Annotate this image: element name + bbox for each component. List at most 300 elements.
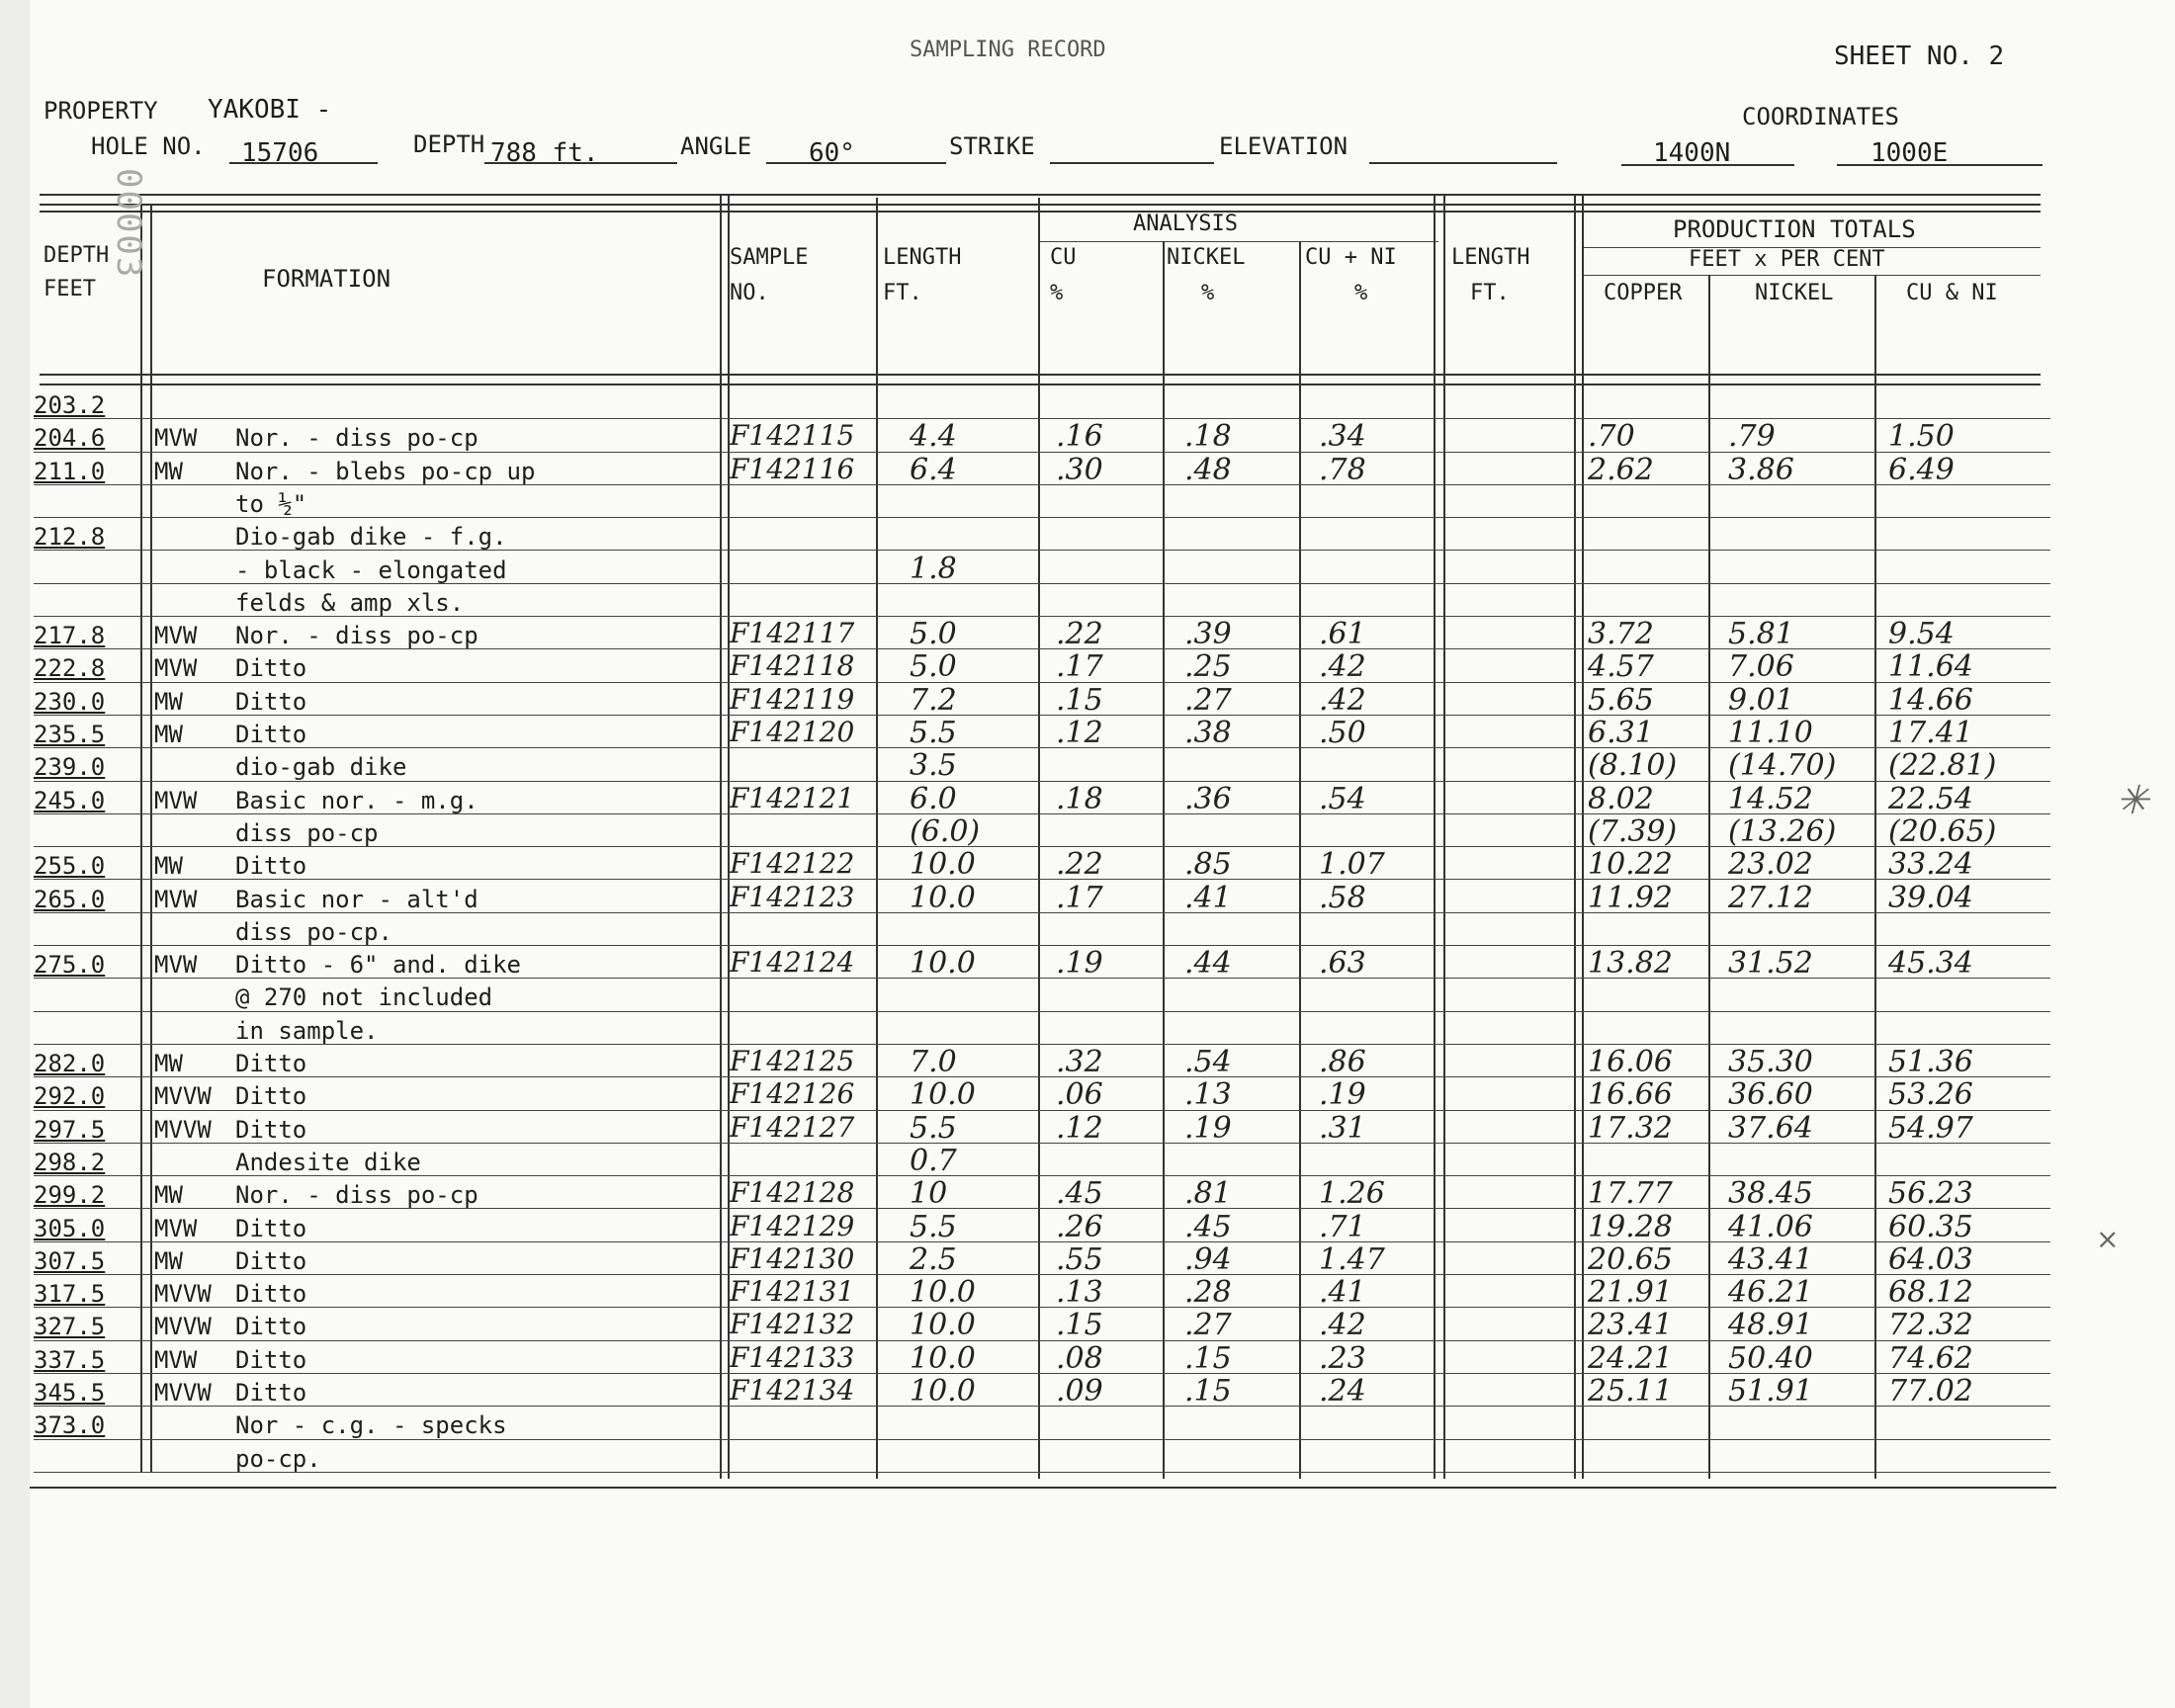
formation-cell: Andesite dike — [235, 1148, 421, 1176]
prod-copper-cell: 23.41 — [1588, 1308, 1673, 1343]
margin-mark-x: × — [2096, 1223, 2120, 1255]
length-cell: 10.0 — [910, 880, 976, 915]
sample-cell: F142118 — [730, 649, 855, 683]
col-analysis: ANALYSIS — [1133, 212, 1238, 236]
prod-nickel-cell: 50.40 — [1728, 1340, 1813, 1376]
col-sample-no: NO. — [730, 281, 769, 305]
sample-cell: F142134 — [730, 1374, 855, 1407]
depth-cell: 255.0 — [34, 852, 106, 881]
prod-cuni-cell: 11.64 — [1888, 649, 1973, 685]
cuni-cell: .19 — [1319, 1077, 1366, 1113]
table-row — [0, 815, 2175, 849]
formation-cell: diss po-cp. — [235, 917, 392, 946]
prod-nickel-cell: (13.26) — [1728, 813, 1837, 849]
prod-nickel-cell: 43.41 — [1728, 1241, 1813, 1277]
table-row — [0, 684, 2175, 718]
code-cell: MVVW — [154, 1379, 212, 1407]
depth-cell: 298.2 — [34, 1148, 106, 1176]
nickel-cell: .45 — [1184, 1209, 1232, 1244]
depth-cell: 337.5 — [34, 1345, 106, 1374]
formation-cell: Nor - c.g. - specks — [235, 1411, 507, 1440]
formation-cell: Ditto - 6" and. dike — [235, 951, 521, 980]
nickel-cell: .28 — [1184, 1275, 1232, 1311]
sample-cell: F142131 — [730, 1275, 855, 1309]
length-cell: (6.0) — [910, 813, 981, 849]
nickel-cell: .15 — [1184, 1340, 1232, 1376]
table-row — [0, 914, 2175, 948]
margin-mark-asterisk: ✳ — [2116, 778, 2149, 823]
property-value: YAKOBI - — [208, 95, 332, 125]
cu-cell: .12 — [1056, 716, 1103, 750]
formation-cell: Ditto — [235, 721, 307, 748]
prod-copper-cell: 25.11 — [1588, 1374, 1673, 1409]
property-label: PROPERTY — [44, 97, 158, 125]
code-cell: MVW — [154, 654, 198, 683]
hole-value: 15706 — [241, 138, 319, 168]
code-cell: MVW — [154, 786, 198, 814]
prod-nickel-cell: 23.02 — [1728, 847, 1813, 883]
cuni-cell: .42 — [1319, 682, 1366, 718]
formation-cell: Ditto — [235, 1214, 307, 1242]
prod-nickel-cell: 35.30 — [1728, 1045, 1813, 1079]
nickel-cell: .44 — [1184, 946, 1232, 982]
length-cell: 10.0 — [910, 1077, 976, 1113]
nickel-cell: .15 — [1184, 1374, 1232, 1409]
length-cell: 6.0 — [910, 781, 957, 816]
col-sample: SAMPLE — [730, 245, 809, 270]
nickel-cell: .19 — [1184, 1110, 1232, 1146]
formation-cell: in sample. — [235, 1016, 379, 1045]
table-row — [0, 1046, 2175, 1079]
depth-cell: 327.5 — [34, 1313, 106, 1341]
nickel-cell: .18 — [1184, 419, 1232, 455]
prod-copper-cell: (7.39) — [1588, 813, 1678, 849]
prod-copper-cell: 16.06 — [1588, 1045, 1673, 1079]
prod-nickel-cell: 7.06 — [1728, 649, 1794, 685]
cu-cell: .17 — [1056, 649, 1103, 685]
prod-cuni-cell: 6.49 — [1888, 452, 1955, 487]
prod-nickel-cell: 48.91 — [1728, 1308, 1813, 1343]
cuni-cell: .34 — [1319, 419, 1366, 455]
prod-copper-cell: 3.72 — [1588, 617, 1654, 652]
table-row — [0, 454, 2175, 487]
sample-cell: F142120 — [730, 716, 855, 748]
row-rule — [34, 484, 2050, 485]
prod-cuni-cell: 72.32 — [1888, 1308, 1973, 1343]
prod-nickel-cell: 5.81 — [1728, 617, 1794, 652]
prod-cuni-cell: 51.36 — [1888, 1045, 1973, 1079]
col-cu-ni: CU & NI — [1906, 281, 1998, 305]
page-title: SAMPLING RECORD — [910, 38, 1106, 62]
sample-cell: F142130 — [730, 1241, 855, 1275]
code-cell: MVVW — [154, 1082, 212, 1111]
table-row — [0, 387, 2175, 421]
sample-cell: F142117 — [730, 617, 855, 650]
cuni-cell: .71 — [1319, 1209, 1366, 1244]
prod-cuni-cell: 9.54 — [1888, 617, 1955, 652]
cu-cell: .26 — [1056, 1209, 1103, 1244]
prod-cuni-cell: (20.65) — [1888, 813, 1997, 849]
depth-label: DEPTH — [413, 130, 485, 158]
nickel-cell: .41 — [1184, 880, 1232, 915]
prod-nickel-cell: .79 — [1728, 419, 1776, 455]
prod-nickel-cell: 37.64 — [1728, 1110, 1813, 1146]
sample-cell: F142127 — [730, 1110, 855, 1144]
table-row — [0, 947, 2175, 981]
code-cell: MW — [154, 1050, 183, 1077]
depth-cell: 265.0 — [34, 885, 106, 913]
formation-cell: Ditto — [235, 852, 307, 881]
nickel-cell: .48 — [1184, 452, 1232, 487]
cu-cell: .22 — [1056, 617, 1103, 652]
cuni-cell: .24 — [1319, 1374, 1366, 1409]
prod-nickel-cell: 31.52 — [1728, 946, 1813, 982]
depth-cell: 203.2 — [34, 391, 106, 419]
length-cell: 10.0 — [910, 847, 976, 883]
depth-cell: 305.0 — [34, 1214, 106, 1242]
prod-nickel-cell: 14.52 — [1728, 781, 1813, 816]
nickel-cell: .27 — [1184, 1308, 1232, 1343]
cu-cell: .19 — [1056, 946, 1103, 982]
cuni-cell: .63 — [1319, 946, 1366, 982]
header-bottom-rule-1 — [40, 374, 2041, 376]
formation-cell: @ 270 not included — [235, 983, 493, 1012]
prod-cuni-cell: 39.04 — [1888, 880, 1973, 915]
depth-cell: 275.0 — [34, 951, 106, 980]
depth-cell: 222.8 — [34, 654, 106, 683]
prod-nickel-cell: 11.10 — [1728, 716, 1813, 750]
prod-cuni-cell: 33.24 — [1888, 847, 1973, 883]
formation-cell: Ditto — [235, 1115, 307, 1144]
cuni-cell: .58 — [1319, 880, 1366, 915]
col-cuni-pct: % — [1354, 281, 1368, 305]
prod-cuni-cell: 22.54 — [1888, 781, 1973, 816]
prod-nickel-cell: 27.12 — [1728, 880, 1813, 915]
length-cell: 6.4 — [910, 452, 957, 487]
top-rule-3 — [40, 211, 2041, 213]
prod-copper-cell: (8.10) — [1588, 748, 1678, 784]
nickel-cell: .39 — [1184, 617, 1232, 652]
prod-copper-cell: 24.21 — [1588, 1340, 1673, 1376]
prod-cuni-cell: 64.03 — [1888, 1241, 1973, 1277]
angle-fill-line — [766, 162, 946, 164]
cuni-cell: .41 — [1319, 1275, 1366, 1311]
code-cell: MW — [154, 687, 183, 716]
table-row — [0, 1145, 2175, 1178]
formation-cell: po-cp. — [235, 1444, 321, 1473]
cu-cell: .08 — [1056, 1340, 1103, 1376]
table-row — [0, 1408, 2175, 1441]
col-length: LENGTH — [883, 245, 962, 270]
col-feet: FEET — [44, 277, 96, 301]
table-row — [0, 1243, 2175, 1277]
length-cell: 7.0 — [910, 1045, 957, 1079]
depth-value: 788 ft. — [490, 138, 599, 168]
length-cell: 5.0 — [910, 649, 957, 685]
prod-cuni-cell: 14.66 — [1888, 682, 1973, 718]
nickel-cell: .81 — [1184, 1176, 1232, 1212]
row-rule — [34, 517, 2050, 518]
table-row — [0, 519, 2175, 553]
cu-cell: .55 — [1056, 1241, 1103, 1277]
formation-cell: - black - elongated — [235, 555, 507, 584]
prod-cuni-cell: 60.35 — [1888, 1209, 1973, 1244]
angle-value: 60° — [809, 138, 855, 168]
angle-label: ANGLE — [680, 132, 752, 160]
code-cell: MW — [154, 721, 183, 748]
table-row — [0, 553, 2175, 586]
table-row — [0, 1375, 2175, 1409]
prod-cuni-cell: 56.23 — [1888, 1176, 1973, 1212]
table-row — [0, 717, 2175, 750]
depth-cell: 217.8 — [34, 622, 106, 650]
cuni-cell: .61 — [1319, 617, 1366, 652]
code-cell: MW — [154, 457, 183, 485]
cu-cell: .30 — [1056, 452, 1103, 487]
formation-cell: Ditto — [235, 1313, 307, 1341]
length-cell: 1.8 — [910, 551, 957, 586]
col-cuni: CU + NI — [1305, 245, 1397, 270]
formation-cell: to ½" — [235, 489, 307, 518]
sample-cell: F142133 — [730, 1340, 855, 1374]
length-cell: 0.7 — [910, 1143, 957, 1178]
col-nickel-pct: % — [1201, 281, 1215, 305]
formation-cell: felds & amp xls. — [235, 588, 465, 617]
depth-cell: 297.5 — [34, 1115, 106, 1144]
code-cell: MVW — [154, 951, 198, 980]
cuni-cell: 1.47 — [1319, 1241, 1385, 1277]
row-rule — [34, 583, 2050, 584]
code-cell: MVW — [154, 1214, 198, 1242]
code-cell: MVW — [154, 424, 198, 453]
hole-label: HOLE NO. — [91, 132, 206, 160]
cu-cell: .15 — [1056, 682, 1103, 718]
length-cell: 2.5 — [910, 1241, 957, 1277]
coordinates-label: COORDINATES — [1742, 103, 1899, 130]
prod-cuni-cell: 68.12 — [1888, 1275, 1973, 1311]
length-cell: 5.5 — [910, 716, 957, 750]
depth-cell: 317.5 — [34, 1280, 106, 1309]
cu-cell: .16 — [1056, 419, 1103, 455]
row-rule — [34, 978, 2050, 979]
analysis-underline — [1038, 241, 1438, 242]
prod-nickel-cell: 38.45 — [1728, 1176, 1813, 1212]
row-rule — [34, 1406, 2050, 1407]
top-rule-1 — [40, 194, 2041, 196]
length-cell: 10.0 — [910, 1275, 976, 1311]
prod-cuni-cell: 53.26 — [1888, 1077, 1973, 1113]
sample-cell: F142128 — [730, 1176, 855, 1210]
sample-cell: F142115 — [730, 419, 855, 453]
nickel-cell: .13 — [1184, 1077, 1232, 1113]
prod-cuni-cell: (22.81) — [1888, 748, 1997, 784]
prod-nickel-cell: 9.01 — [1728, 682, 1794, 718]
code-cell: MW — [154, 1181, 183, 1210]
table-row — [0, 1342, 2175, 1376]
table-row — [0, 585, 2175, 619]
cu-cell: .06 — [1056, 1077, 1103, 1113]
formation-cell: Basic nor - alt'd — [235, 885, 478, 913]
length-cell: 3.5 — [910, 748, 957, 784]
header-bottom-rule-2 — [40, 384, 2041, 385]
depth-cell: 211.0 — [34, 457, 106, 485]
sample-cell: F142122 — [730, 847, 855, 881]
coord-e-value: 1000E — [1870, 138, 1949, 168]
formation-cell: dio-gab dike — [235, 753, 407, 782]
depth-cell: 373.0 — [34, 1411, 106, 1440]
prod-copper-cell: 19.28 — [1588, 1209, 1673, 1244]
cuni-cell: .23 — [1319, 1340, 1366, 1376]
cuni-cell: .42 — [1319, 1308, 1366, 1343]
prod-cuni-cell: 74.62 — [1888, 1340, 1973, 1376]
nickel-cell: .36 — [1184, 781, 1232, 816]
depth-cell: 282.0 — [34, 1050, 106, 1077]
col-length-ft: FT. — [883, 281, 922, 305]
prod-nickel-cell: 51.91 — [1728, 1374, 1813, 1409]
prod-copper-cell: 21.91 — [1588, 1275, 1673, 1311]
depth-cell: 230.0 — [34, 687, 106, 716]
length-cell: 5.0 — [910, 617, 957, 652]
formation-cell: Ditto — [235, 1345, 307, 1374]
prod-cuni-cell: 17.41 — [1888, 716, 1973, 750]
prod-copper-cell: 17.32 — [1588, 1110, 1673, 1146]
table-row — [0, 618, 2175, 651]
table-row — [0, 486, 2175, 520]
length-cell: 10.0 — [910, 946, 976, 982]
cuni-cell: 1.26 — [1319, 1176, 1385, 1212]
production-underline-1 — [1582, 247, 2041, 248]
cuni-cell: .31 — [1319, 1110, 1366, 1146]
formation-cell: Nor. - diss po-cp — [235, 424, 478, 453]
table-row — [0, 1276, 2175, 1310]
prod-cuni-cell: 45.34 — [1888, 946, 1973, 982]
table-row — [0, 980, 2175, 1013]
sample-cell: F142125 — [730, 1045, 855, 1077]
cu-cell: .15 — [1056, 1308, 1103, 1343]
cu-cell: .45 — [1056, 1176, 1103, 1212]
cu-cell: .32 — [1056, 1045, 1103, 1079]
length-cell: 5.5 — [910, 1110, 957, 1146]
prod-copper-cell: 8.02 — [1588, 781, 1654, 816]
col-cu-pct: % — [1050, 281, 1064, 305]
coord-n-value: 1400N — [1653, 138, 1731, 168]
table-row — [0, 650, 2175, 684]
length-cell: 7.2 — [910, 682, 957, 718]
sample-cell: F142132 — [730, 1308, 855, 1341]
prod-cuni-cell: 54.97 — [1888, 1110, 1973, 1146]
cu-cell: .12 — [1056, 1110, 1103, 1146]
formation-cell: Ditto — [235, 654, 307, 683]
row-rule — [34, 912, 2050, 913]
col-length2: LENGTH — [1451, 245, 1530, 270]
formation-cell: Ditto — [235, 1050, 307, 1077]
code-cell: MW — [154, 852, 183, 881]
cu-cell: .17 — [1056, 880, 1103, 915]
nickel-cell: .54 — [1184, 1045, 1232, 1079]
sample-cell: F142124 — [730, 946, 855, 980]
sample-cell: F142123 — [730, 880, 855, 913]
formation-cell: Nor. - diss po-cp — [235, 1181, 478, 1210]
code-cell: MVW — [154, 622, 198, 650]
nickel-cell: .27 — [1184, 682, 1232, 718]
prod-copper-cell: 13.82 — [1588, 946, 1673, 982]
cuni-cell: 1.07 — [1319, 847, 1385, 883]
sheet-number: SHEET NO. 2 — [1834, 42, 2005, 71]
table-row — [0, 1013, 2175, 1047]
prod-nickel-cell: 41.06 — [1728, 1209, 1813, 1244]
prod-nickel-cell: (14.70) — [1728, 748, 1837, 784]
depth-cell: 299.2 — [34, 1181, 106, 1210]
table-row — [0, 1112, 2175, 1146]
depth-cell: 212.8 — [34, 523, 106, 552]
nickel-cell: .85 — [1184, 847, 1232, 883]
prod-copper-cell: 20.65 — [1588, 1241, 1673, 1277]
table-row — [0, 783, 2175, 816]
cuni-cell: .86 — [1319, 1045, 1366, 1079]
prod-copper-cell: 17.77 — [1588, 1176, 1673, 1212]
row-rule — [34, 1439, 2050, 1440]
depth-cell: 204.6 — [34, 424, 106, 453]
table-row — [0, 882, 2175, 915]
prod-copper-cell: 4.57 — [1588, 649, 1654, 685]
table-row — [0, 749, 2175, 783]
sample-cell: F142119 — [730, 682, 855, 716]
sample-cell: F142116 — [730, 452, 855, 485]
cu-cell: .18 — [1056, 781, 1103, 816]
depth-cell: 307.5 — [34, 1246, 106, 1275]
formation-cell: Ditto — [235, 1082, 307, 1111]
table-row — [0, 1441, 2175, 1475]
prod-nickel-cell: 36.60 — [1728, 1077, 1813, 1113]
table-row — [0, 848, 2175, 882]
formation-cell: Ditto — [235, 1280, 307, 1309]
table-row — [0, 1309, 2175, 1342]
table-row — [0, 1177, 2175, 1211]
prod-copper-cell: .70 — [1588, 419, 1635, 455]
depth-cell: 235.5 — [34, 721, 106, 748]
row-rule — [34, 550, 2050, 551]
code-cell: MVVW — [154, 1313, 212, 1341]
table-row — [0, 1078, 2175, 1112]
nickel-cell: .25 — [1184, 649, 1232, 685]
cu-cell: .13 — [1056, 1275, 1103, 1311]
prod-copper-cell: 11.92 — [1588, 880, 1673, 915]
col-copper: COPPER — [1604, 281, 1683, 305]
length-cell: 10 — [910, 1176, 948, 1212]
length-cell: 10.0 — [910, 1340, 976, 1376]
prod-nickel-cell: 46.21 — [1728, 1275, 1813, 1311]
prod-cuni-cell: 77.02 — [1888, 1374, 1973, 1409]
sample-cell: F142126 — [730, 1077, 855, 1111]
table-row — [0, 420, 2175, 454]
cuni-cell: .54 — [1319, 781, 1366, 816]
col-nickel: NICKEL — [1167, 245, 1246, 270]
code-cell: MVW — [154, 1345, 198, 1374]
cuni-cell: .42 — [1319, 649, 1366, 685]
depth-cell: 292.0 — [34, 1082, 106, 1111]
col-feet-x-pct: FEET x PER CENT — [1689, 247, 1885, 272]
formation-cell: Ditto — [235, 687, 307, 716]
table-row — [0, 1211, 2175, 1244]
depth-cell: 245.0 — [34, 786, 106, 814]
code-cell: MVVW — [154, 1280, 212, 1309]
formation-cell: Ditto — [235, 1246, 307, 1275]
nickel-cell: .38 — [1184, 716, 1232, 750]
code-cell: MVW — [154, 885, 198, 913]
formation-cell: Ditto — [235, 1379, 307, 1407]
cu-cell: .22 — [1056, 847, 1103, 883]
col-length2-ft: FT. — [1470, 281, 1510, 305]
